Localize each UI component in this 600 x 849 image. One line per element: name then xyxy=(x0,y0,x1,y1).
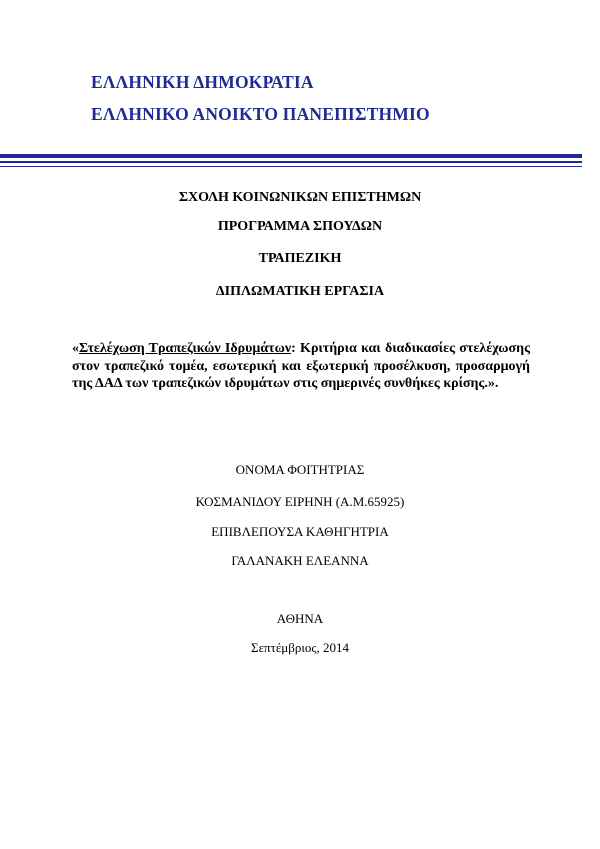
supervisor-label: ΕΠΙΒΛΕΠΟΥΣΑ ΚΑΘΗΓΗΤΡΙΑ xyxy=(211,524,389,539)
supervisor-name: ΓΑΛΑΝΑΚΗ ΕΛΕΑΝΝΑ xyxy=(231,553,369,568)
student-label: ΟΝΟΜΑ ΦΟΙΤΗΤΡΙΑΣ xyxy=(235,462,365,477)
header-rule-thin xyxy=(0,166,582,167)
school-heading: ΣΧΟΛΗ ΚΟΙΝΩΝΙΚΩΝ ΕΠΙΣΤΗΜΩΝ xyxy=(178,190,422,205)
date: Σεπτέμβριος, 2014 xyxy=(251,640,349,655)
header-rule-thick xyxy=(0,154,582,158)
title-rest: : Κριτήρια και διαδικασίες στελέχωσης στον τραπεζικό τομέα, εσωτερική και εξωτερική προσέλκυση, προσαρμογή της ΔΑΔ των τραπεζικών ιδρυμάτων στις σημερινές συνθήκες κρίσης.». xyxy=(72,341,530,391)
document-type-heading: ΔΙΠΛΩΜΑΤΙΚΗ ΕΡΓΑΣΙΑ xyxy=(215,284,385,299)
city: ΑΘΗΝΑ xyxy=(276,611,324,626)
field-heading: ΤΡΑΠΕΖΙΚΗ xyxy=(258,251,342,266)
thesis-title xyxy=(72,340,530,393)
title-underlined-part: Στελέχωση Τραπεζικών Ιδρυμάτων xyxy=(79,341,292,356)
program-heading: ΠΡΟΓΡΑΜΜΑ ΣΠΟΥΔΩΝ xyxy=(217,219,383,234)
header-university: ΕΛΛΗΝΙΚΟ ΑΝΟΙΚΤΟ ΠΑΝΕΠΙΣΤΗΜΙΟ xyxy=(91,104,430,124)
header-rule-medium xyxy=(0,161,582,163)
student-name: ΚΟΣΜΑΝΙΔΟΥ ΕΙΡΗΝΗ (Α.Μ.65925) xyxy=(195,494,405,509)
title-open-quote: « xyxy=(72,341,79,356)
header-republic: ΕΛΛΗΝΙΚΗ ΔΗΜΟΚΡΑΤΙΑ xyxy=(91,72,314,92)
